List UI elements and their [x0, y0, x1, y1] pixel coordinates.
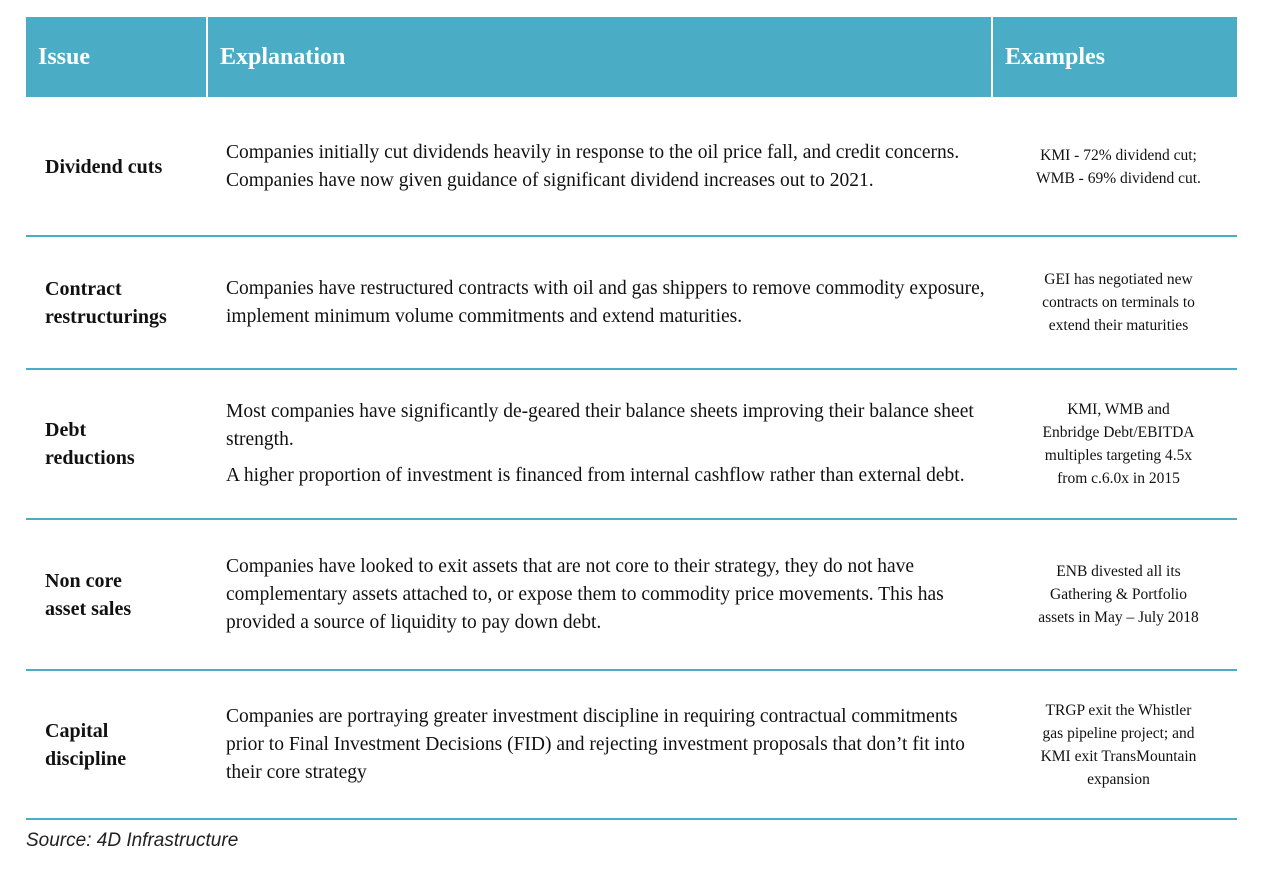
explanation-cell-line: Companies have looked to exit assets that are not core to their strategy, they do not have complementary assets attached to, or expose them to commodity price movements. This has provided a source of liquidity to pay down debt. — [226, 555, 944, 633]
examples-cell-line: GEI has negotiated new — [1044, 271, 1193, 288]
issue-cell — [45, 98, 215, 235]
examples-cell-line: ENB divested all its — [1056, 563, 1181, 580]
header-examples: Examples — [993, 17, 1237, 97]
examples-cell — [996, 98, 1241, 235]
examples-cell-line: extend their maturities — [1048, 317, 1189, 334]
issue-cell-line: Contract — [45, 277, 122, 300]
issue-cell — [45, 671, 215, 818]
examples-cell — [996, 520, 1241, 669]
table-row — [26, 98, 1237, 237]
explanation-cell — [226, 370, 986, 518]
table-row — [26, 520, 1237, 671]
issue-cell — [45, 237, 215, 368]
examples-cell — [996, 671, 1241, 818]
explanation-cell — [226, 237, 986, 368]
issue-cell — [45, 520, 215, 669]
table-row — [26, 370, 1237, 520]
examples-cell-line: WMB - 69% dividend cut. — [1036, 169, 1201, 187]
examples-cell-line: multiples targeting 4.5x — [1044, 447, 1193, 464]
examples-cell — [996, 370, 1241, 518]
issue-cell-line: Non core — [45, 569, 122, 592]
issue-cell-line: asset sales — [45, 597, 132, 620]
examples-cell-line: KMI exit TransMountain — [1040, 747, 1197, 765]
issue-cell — [45, 370, 215, 518]
examples-cell-line: assets in May – July 2018 — [1038, 609, 1199, 626]
explanation-cell-line: Most companies have significantly de-geared their balance sheets improving their balance sheet strength. — [226, 401, 974, 450]
examples-cell-line: from c.6.0x in 2015 — [1057, 470, 1180, 487]
explanation-cell-line: Companies initially cut dividends heavily in response to the oil price fall, and credit concerns. Companies have now given guidance of significant dividend increases out to 2021. — [226, 141, 960, 191]
explanation-cell-line: Companies are portraying greater investment discipline in requiring contractual commitments prior to Final Investment Decisions (FID) and rejecting investment proposals that don’t fit into their core strategy — [226, 705, 965, 783]
table-row — [26, 671, 1237, 820]
source-note: Source: 4D Infrastructure — [26, 830, 239, 851]
examples-cell-line: contracts on terminals to — [1042, 294, 1195, 311]
examples-cell-line: KMI, WMB and — [1067, 401, 1170, 418]
issue-cell-line: restructurings — [45, 305, 167, 328]
explanation-cell-line: A higher proportion of investment is financed from internal cashflow rather than external debt. — [226, 465, 965, 486]
issue-cell-line: discipline — [45, 747, 127, 770]
issue-cell-line: Debt — [45, 419, 87, 441]
table-row — [26, 237, 1237, 370]
examples-cell-line: expansion — [1087, 770, 1150, 788]
header-explanation: Explanation — [208, 17, 991, 97]
explanation-cell — [226, 520, 986, 669]
issue-cell-line: Dividend cuts — [45, 155, 163, 178]
examples-cell-line: KMI - 72% dividend cut; — [1040, 146, 1197, 164]
examples-cell — [996, 237, 1241, 368]
issue-cell-line: Capital — [45, 719, 109, 742]
explanation-cell — [226, 98, 986, 235]
examples-cell-line: Enbridge Debt/EBITDA — [1042, 424, 1195, 441]
examples-cell-line: gas pipeline project; and — [1042, 724, 1195, 742]
issue-cell-line: reductions — [45, 447, 135, 469]
examples-cell-line: TRGP exit the Whistler — [1045, 701, 1192, 719]
explanation-cell-line: Companies have restructured contracts with oil and gas shippers to remove commodity exposure, implement minimum volume commitments and extend maturities. — [226, 277, 985, 327]
header-issue: Issue — [26, 17, 206, 97]
explanation-cell — [226, 671, 986, 818]
examples-cell-line: Gathering & Portfolio — [1050, 586, 1187, 603]
